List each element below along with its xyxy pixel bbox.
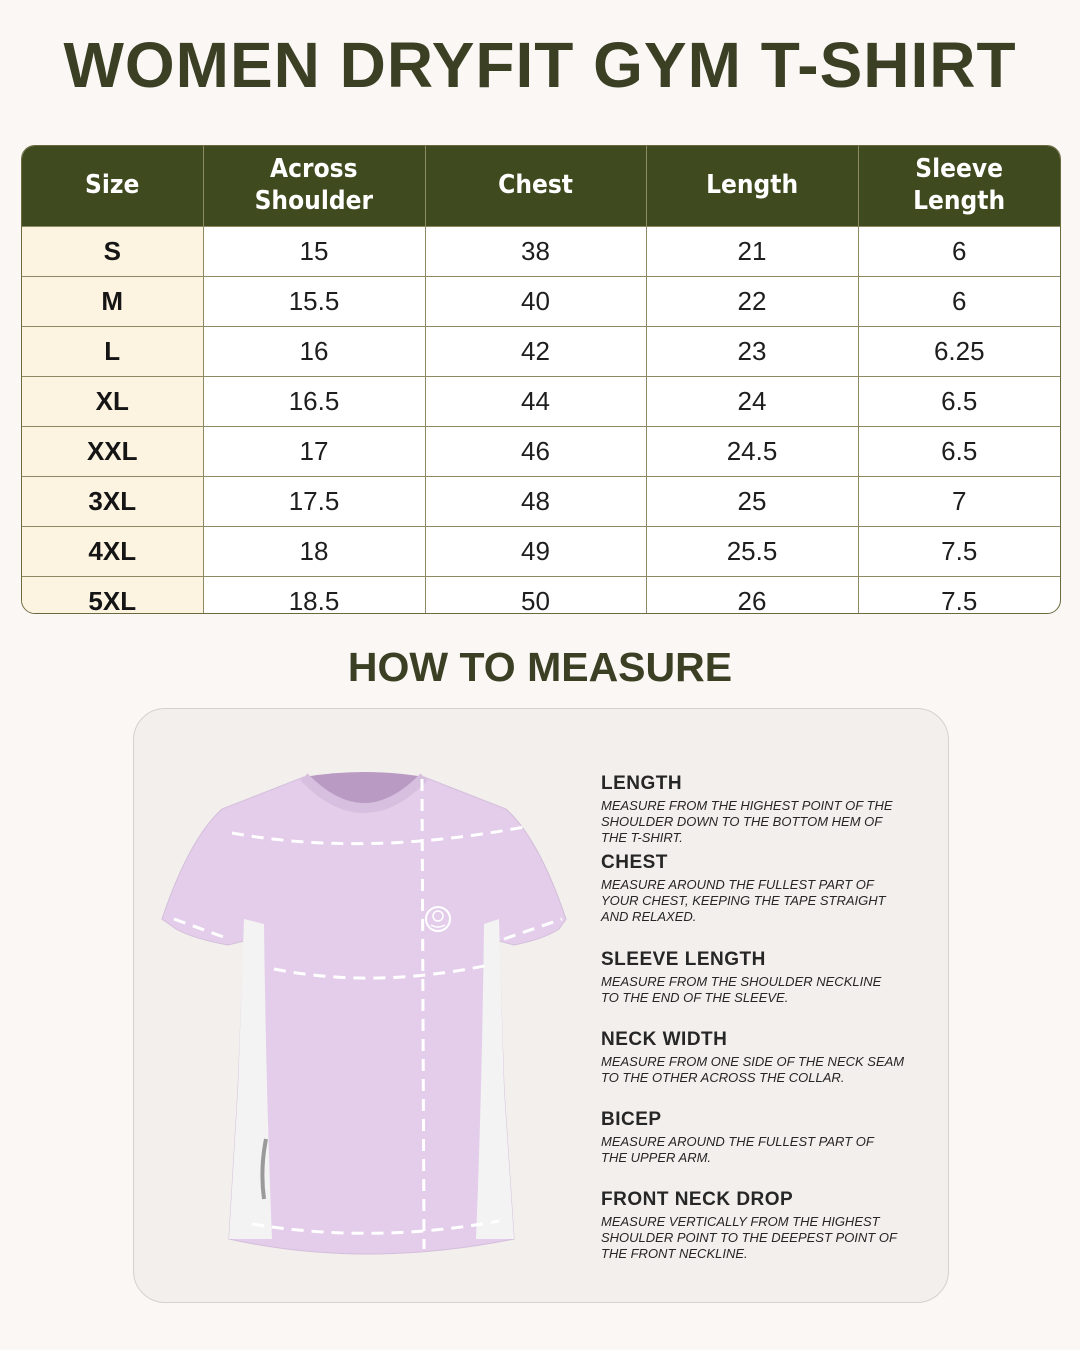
measure-guide-title: NECK WIDTH	[601, 1029, 728, 1050]
column-header: Size	[22, 146, 203, 227]
measurement-cell: 6	[858, 277, 1060, 327]
table-row	[22, 427, 1060, 477]
measure-guide-item	[601, 1109, 921, 1166]
table-header-row	[22, 146, 1060, 227]
size-cell: 3XL	[22, 477, 203, 527]
measure-guide-title: FRONT NECK DROP	[601, 1189, 794, 1210]
measurement-cell: 7.5	[858, 527, 1060, 577]
measurement-cell: 16.5	[203, 377, 425, 427]
measurement-cell: 25.5	[646, 527, 858, 577]
measurement-cell: 21	[646, 227, 858, 277]
column-header: Across Shoulder	[203, 146, 425, 227]
column-header: Sleeve Length	[858, 146, 1060, 227]
measure-guide-description: MEASURE VERTICALLY FROM THE HIGHEST SHOULDER POINT TO THE DEEPEST POINT OF THE FRONT NECKLINE.	[601, 1214, 897, 1261]
table-row	[22, 227, 1060, 277]
measure-guide-title: CHEST	[601, 852, 668, 873]
measurement-cell: 24.5	[646, 427, 858, 477]
measure-guide-description: MEASURE AROUND THE FULLEST PART OF YOUR CHEST, KEEPING THE TAPE STRAIGHT AND RELAXED.	[601, 877, 886, 924]
measurement-cell: 15.5	[203, 277, 425, 327]
measurement-cell: 44	[425, 377, 646, 427]
measurement-cell: 46	[425, 427, 646, 477]
measure-guide-item	[601, 949, 921, 1006]
measure-guide-item	[601, 1189, 921, 1262]
measurement-cell: 24	[646, 377, 858, 427]
measure-guide-item	[601, 852, 921, 925]
measure-guide-description: MEASURE FROM THE SHOULDER NECKLINE TO THE END OF THE SLEEVE.	[601, 974, 882, 1005]
measure-guide-title: SLEEVE LENGTH	[601, 949, 766, 970]
measurement-cell: 49	[425, 527, 646, 577]
measurement-cell: 17	[203, 427, 425, 477]
table-row	[22, 577, 1060, 615]
table-row	[22, 527, 1060, 577]
how-to-measure-heading: HOW TO MEASURE	[347, 644, 733, 690]
table-row	[22, 327, 1060, 377]
measurement-cell: 17.5	[203, 477, 425, 527]
measurement-cell: 6	[858, 227, 1060, 277]
measurement-cell: 18	[203, 527, 425, 577]
measure-guide-description: MEASURE FROM THE HIGHEST POINT OF THE SHOULDER DOWN TO THE BOTTOM HEM OF THE T-SHIRT.	[601, 798, 893, 845]
measurement-cell: 16	[203, 327, 425, 377]
measurement-cell: 22	[646, 277, 858, 327]
size-cell: 5XL	[22, 577, 203, 615]
measure-guide-description: MEASURE FROM ONE SIDE OF THE NECK SEAM TO THE OTHER ACROSS THE COLLAR.	[601, 1054, 905, 1085]
measurement-cell: 18.5	[203, 577, 425, 615]
measurement-cell: 6.25	[858, 327, 1060, 377]
size-cell: S	[22, 227, 203, 277]
column-header: Chest	[425, 146, 646, 227]
measurement-cell: 26	[646, 577, 858, 615]
size-cell: XXL	[22, 427, 203, 477]
measure-guide-title: BICEP	[601, 1109, 662, 1130]
table-row	[22, 377, 1060, 427]
measurement-cell: 40	[425, 277, 646, 327]
size-cell: M	[22, 277, 203, 327]
measurement-cell: 48	[425, 477, 646, 527]
measurement-cell: 42	[425, 327, 646, 377]
size-cell: 4XL	[22, 527, 203, 577]
measurement-cell: 15	[203, 227, 425, 277]
measure-guide-card	[133, 708, 949, 1303]
measurement-cell: 25	[646, 477, 858, 527]
tshirt-illustration	[154, 769, 574, 1269]
table-row	[22, 277, 1060, 327]
size-cell: L	[22, 327, 203, 377]
column-header: Length	[646, 146, 858, 227]
measurement-cell: 50	[425, 577, 646, 615]
measurement-cell: 7	[858, 477, 1060, 527]
measurement-cell: 7.5	[858, 577, 1060, 615]
measurement-cell: 38	[425, 227, 646, 277]
measurement-cell: 6.5	[858, 427, 1060, 477]
measure-guide-item	[601, 773, 921, 846]
measurement-cell: 6.5	[858, 377, 1060, 427]
measure-guide-title: LENGTH	[601, 773, 683, 794]
measure-guide-item	[601, 1029, 921, 1086]
size-cell: XL	[22, 377, 203, 427]
measure-guide-description: MEASURE AROUND THE FULLEST PART OF THE UPPER ARM.	[601, 1134, 874, 1165]
page-title: WOMEN DRYFIT GYM T-SHIRT	[63, 29, 1017, 101]
size-chart-table	[21, 145, 1061, 614]
measurement-cell: 23	[646, 327, 858, 377]
table-row	[22, 477, 1060, 527]
